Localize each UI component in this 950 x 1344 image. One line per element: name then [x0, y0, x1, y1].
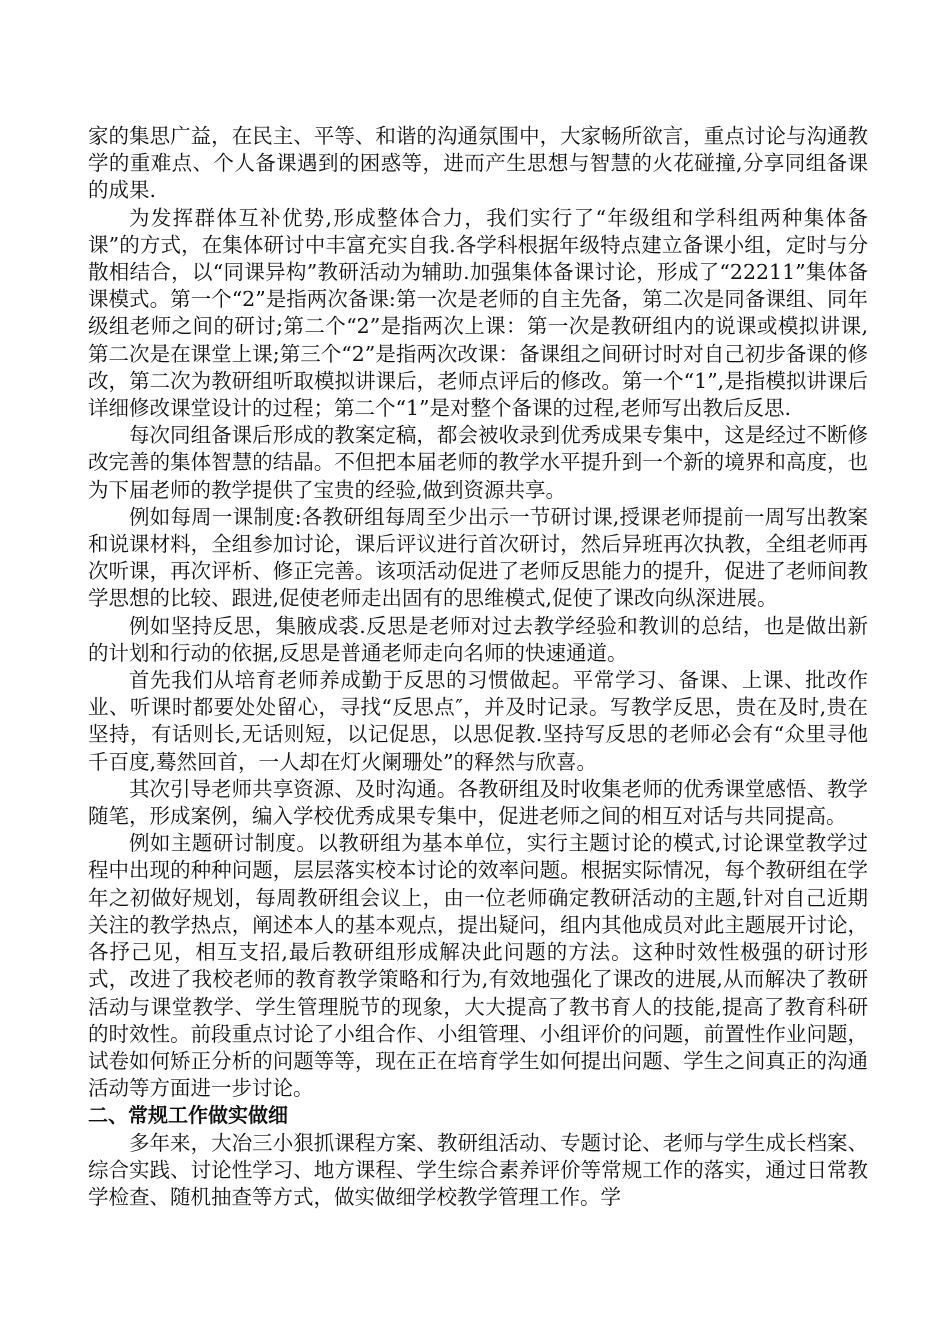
section-heading: 二、常规工作做实做细	[88, 1103, 288, 1128]
paragraph-reflection-habit: 首先我们从培育老师养成勤于反思的习惯做起。平常学习、备课、上课、批改作业、听课时都要处处留心，寻找“反思点″，并及时记录。写教学反思，贵在及时,贵在坚持，有话则长,无话则短，以记促思，以思促教.坚持写反思的老师必会有“众里寻他千百度,蓦然回首，一人却在灯火阑珊处”的释然与欣喜。	[88, 668, 868, 774]
paragraph-theme-research: 例如主题研讨制度。以教研组为基本单位，实行主题讨论的模式,讨论课堂教学过程中出现的种种问题，层层落实校本讨论的效率问题。根据实际情况，每个教研组在学年之初做好规划，每周教研组会议上，由一位老师确定教研活动的主题,针对自己近期关注的教学热点，阐述本人的基本观点，提出疑问，组内其他成员对此主题展开讨论，各抒己见，相互支招,最后教研组形成解决此问题的方法。这种时效性极强的研讨形式，改进了我校老师的教育教学策略和行为,有效地强化了课改的进展,从而解决了教研活动与课堂教学、学生管理脱节的现象，大大提高了教书育人的技能,提高了教育科研的时效性。前段重点讨论了小组合作、小组管理、小组评价的问题，前置性作业问题，试卷如何矫正分析的问题等等，现在正在培育学生如何提出问题、学生之间真正的沟通活动等方面进一步讨论。	[88, 831, 868, 1101]
paragraph-routine-work: 多年来，大冶三小狠抓课程方案、教研组活动、专题讨论、老师与学生成长档案、综合实践、讨论性学习、地方课程、学生综合素养评价等常规工作的落实，通过日常教学检查、随机抽查等方式，做实做细学校教学管理工作。学	[88, 1130, 868, 1209]
paragraph-lesson-plan-archive: 每次同组备课后形成的教案定稿，都会被收录到优秀成果专集中，这是经过不断修改完善的集体智慧的结晶。不但把本届老师的教学水平提升到一个新的境界和高度，也为下届老师的教学提供了宝贵的经验,做到资源共享。	[88, 423, 868, 502]
paragraph-resource-sharing: 其次引导老师共享资源、及时沟通。各教研组及时收集老师的优秀课堂感悟、教学随笔，形成案例，编入学校优秀成果专集中，促进老师之间的相互对话与共同提高。	[88, 776, 868, 829]
paragraph-weekly-lesson-system: 例如每周一课制度:各教研组每周至少出示一节研讨课,授课老师提前一周写出教案和说课材料，全组参加讨论，课后评议进行首次研讨，然后异班再次执教，全组老师再次听课，再次评析、修正完善。该项活动促进了老师反思能力的提升，促进了老师间教学思想的比较、跟进,促使老师走出固有的思维模式,促使了课改向纵深进展。	[88, 504, 868, 611]
document-body	[88, 123, 868, 1211]
paragraph-continued: 家的集思广益，在民主、平等、和谐的沟通氛围中，大家畅所欲言，重点讨论与沟通教学的重难点、个人备课遇到的困惑等，进而产生思想与智慧的火花碰撞,分享同组备课的成果.	[88, 124, 868, 203]
paragraph-reflection: 例如坚持反思，集腋成裘.反思是老师对过去教学经验和教训的总结，也是做出新的计划和行动的依据,反思是普通老师走向名师的快速通道。	[88, 613, 868, 665]
paragraph-collective-lesson-prep: 为发挥群体互补优势,形成整体合力，我们实行了“年级组和学科组两种集体备课”的方式，在集体研讨中丰富充实自我.各学科根据年级特点建立备课小组，定时与分散相结合，以“同课异构”教研活动为辅助.加强集体备课讨论，形成了“22211”集体备课模式。第一个“2”是指两次备课:第一次是老师的自主先备，第二次是同备课组、同年级组老师之间的研讨;第二个“2”是指两次上课：第一次是教研组内的说课或模拟讲课,第二次是在课堂上课;第三个“2”是指两次改课：备课组之间研讨时对自己初步备课的修改，第二次为教研组听取模拟讲课后，老师点评后的修改。第一个“1”,是指模拟讲课后详细修改课堂设计的过程；第二个“1”是对整个备课的过程,老师写出教后反思.	[88, 205, 868, 421]
